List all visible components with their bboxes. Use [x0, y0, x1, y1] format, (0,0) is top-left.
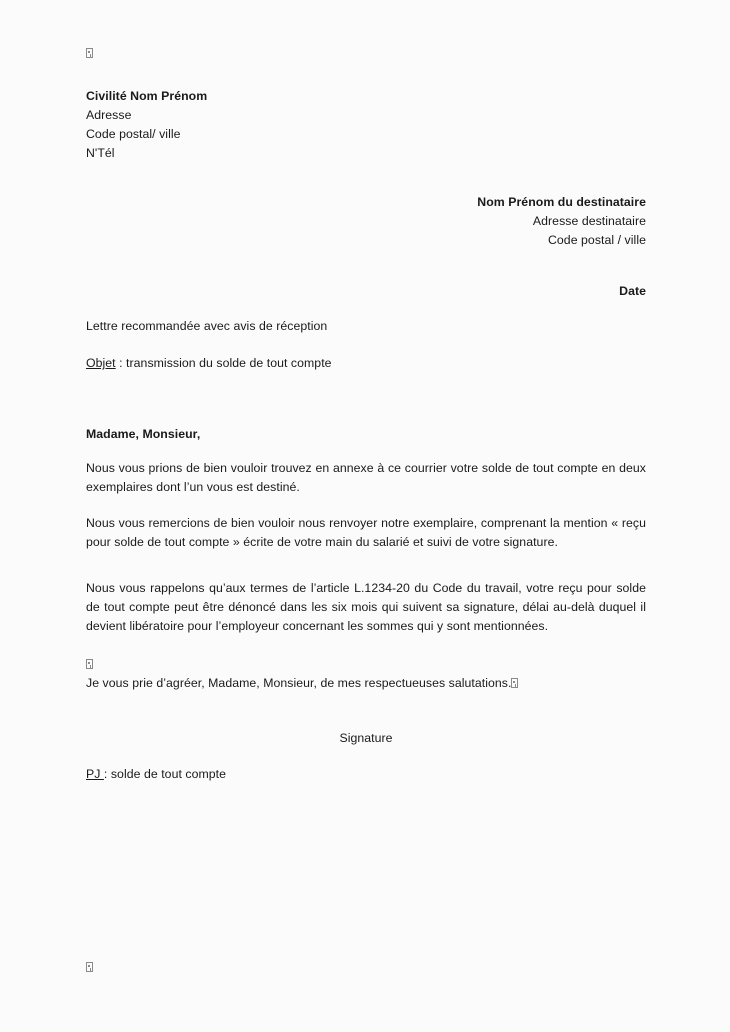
- closing-text: Je vous prie d’agréer, Madame, Monsieur, de mes respectueuses salutations.: [86, 676, 512, 690]
- sender-block: [86, 87, 207, 163]
- date-block: [86, 282, 646, 301]
- delivery-note-block: [86, 317, 327, 336]
- sender-address: Adresse: [86, 108, 132, 122]
- bottom-marker-line: [86, 958, 93, 977]
- letter-content-column: [86, 0, 646, 1032]
- salutation: Madame, Monsieur,: [86, 427, 201, 441]
- paragraph-1: Nous vous prions de bien vouloir trouvez en annexe à ce courrier votre solde de tout compte en deux exemplaires dont l’un vous est destiné.: [86, 461, 646, 494]
- signature-block: [86, 729, 646, 748]
- date-label: Date: [619, 284, 646, 298]
- paragraph-3: Nous vous rappelons qu’aux termes de l’article L.1234-20 du Code du travail, votre reçu pour solde de tout compte peut être dénoncé dans les six mois qui suivent sa signature, délai au-delà duquel il devient libératoire pour l’employeur concernant les sommes qui y sont mentionnées.: [86, 581, 646, 633]
- subject-block: [86, 354, 332, 373]
- closing-line: [86, 674, 646, 693]
- attachment-block: [86, 765, 226, 784]
- sender-phone: N'Tél: [86, 146, 115, 160]
- signature-label: Signature: [339, 731, 393, 745]
- delivery-note: Lettre recommandée avec avis de réception: [86, 319, 328, 333]
- attachment-label: PJ: [86, 767, 104, 781]
- closing-marker-line: [86, 655, 646, 674]
- top-marker-line: [86, 44, 93, 63]
- sender-name: Civilité Nom Prénom: [86, 89, 208, 103]
- recipient-address: Adresse destinataire: [532, 214, 646, 228]
- recipient-postal-city: Code postal / ville: [547, 233, 646, 247]
- missing-glyph-icon: [86, 659, 93, 669]
- closing-block: [86, 655, 646, 693]
- subject-text: : transmission du solde de tout compte: [115, 356, 332, 370]
- missing-glyph-icon: [86, 962, 93, 972]
- sender-postal-city: Code postal/ ville: [86, 127, 181, 141]
- attachment-text: : solde de tout compte: [103, 767, 227, 781]
- subject-label: Objet: [86, 356, 116, 370]
- recipient-block: [86, 193, 646, 250]
- missing-glyph-icon: [86, 48, 93, 58]
- recipient-name: Nom Prénom du destinataire: [477, 195, 646, 209]
- paragraph-2: Nous vous remercions de bien vouloir nous renvoyer notre exemplaire, comprenant la mention « reçu pour solde de tout compte » écrite de votre main du salarié et suivi de votre signature.: [86, 516, 646, 549]
- salutation-block: [86, 425, 200, 444]
- missing-glyph-icon: [511, 678, 518, 688]
